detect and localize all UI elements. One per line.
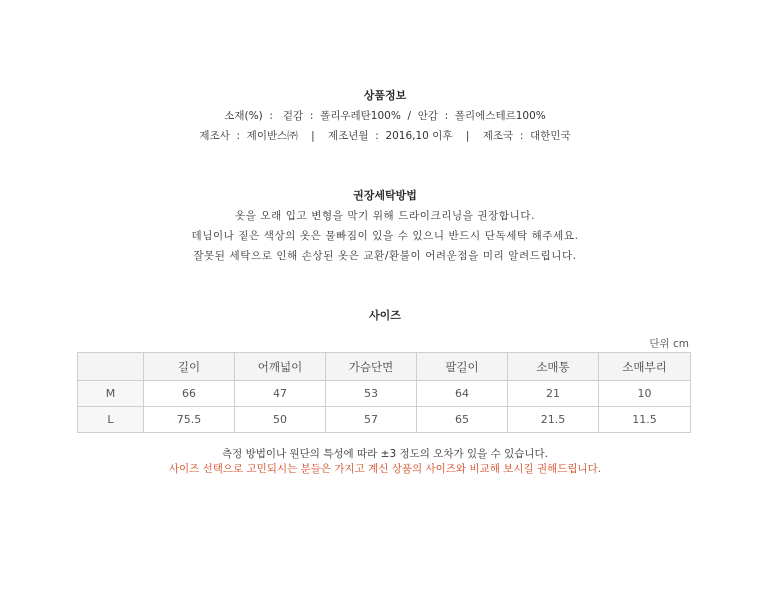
size-label: M [78, 381, 144, 407]
table-cell: 50 [235, 407, 326, 433]
header-cell: 가슴단면 [326, 353, 417, 381]
wash-line: 잘못된 세탁으로 인해 손상된 옷은 교환/환불이 어려운점을 미리 알려드립니다. [193, 250, 577, 262]
table-cell: 57 [326, 407, 417, 433]
manufacturer-line: 제조사 : 제이반스㈜ | 제조년월 : 2016,10 이후 | 제조국 : 대한민국 [199, 130, 571, 142]
header-cell: 길이 [144, 353, 235, 381]
size-table-header [78, 353, 691, 381]
table-cell: 21.5 [508, 407, 599, 433]
size-advice-note: 사이즈 선택으로 고민되시는 분들은 가지고 계신 상품의 사이즈와 비교해 보시길 권해드립니다. [168, 463, 602, 475]
table-cell: 65 [417, 407, 508, 433]
material-line: 소재(%) : 겉감 : 폴리우레탄100% / 안감 : 폴리에스테르100% [224, 110, 546, 122]
table-cell: 10 [599, 381, 691, 407]
size-table [77, 352, 691, 433]
header-cell: 어깨넓이 [235, 353, 326, 381]
wash-info-section [0, 188, 770, 266]
table-row [78, 407, 691, 433]
header-cell: 팔길이 [417, 353, 508, 381]
product-info-title: 상품정보 [363, 89, 407, 102]
measurement-note: 측정 방법이나 원단의 특성에 따라 ±3 정도의 오차가 있을 수 있습니다. [221, 448, 549, 460]
table-cell: 75.5 [144, 407, 235, 433]
table-cell: 66 [144, 381, 235, 407]
wash-line: 옷을 오래 입고 변형을 막기 위해 드라이크리닝을 권장합니다. [234, 210, 536, 222]
header-cell: 소매통 [508, 353, 599, 381]
header-cell: 소매부리 [599, 353, 691, 381]
notes-section [0, 447, 770, 477]
size-unit: 단위 cm [649, 338, 689, 350]
header-cell [78, 353, 144, 381]
table-row [78, 381, 691, 407]
wash-line: 데님이나 짙은 색상의 옷은 물빠짐이 있을 수 있으니 반드시 단독세탁 해주세요. [191, 230, 579, 242]
wash-info-title: 권장세탁방법 [353, 189, 417, 202]
product-info-section [0, 88, 770, 146]
size-label: L [78, 407, 144, 433]
size-title: 사이즈 [369, 309, 401, 322]
table-cell: 53 [326, 381, 417, 407]
table-cell: 64 [417, 381, 508, 407]
table-cell: 11.5 [599, 407, 691, 433]
table-cell: 21 [508, 381, 599, 407]
table-cell: 47 [235, 381, 326, 407]
